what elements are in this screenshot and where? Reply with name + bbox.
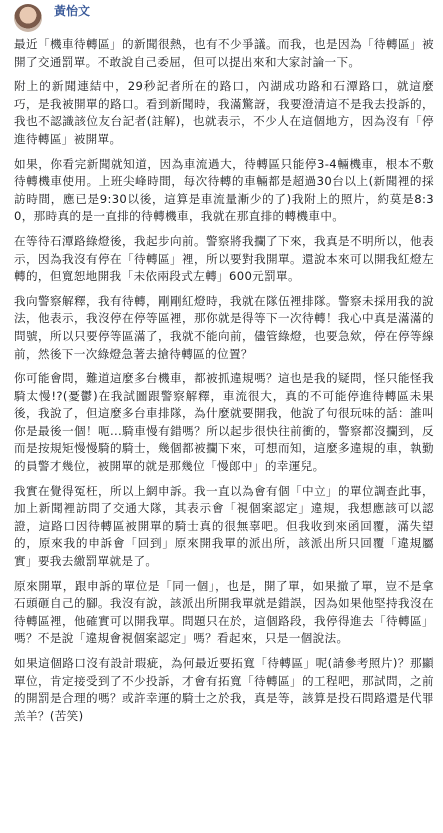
author-avatar[interactable] (14, 4, 42, 32)
post-body (0, 36, 443, 725)
post-paragraph-4: 在等待石潭路綠燈後，我起步向前。警察將我攔了下來，我真是不明所以，他表示，因為我沒有停在「待轉區」裡，所以要對我開單。還說本來可以開我紅燈左轉的，但寬恕地開我「未依兩段式左轉」600元罰單。 (14, 233, 434, 284)
post-paragraph-1: 最近「機車待轉區」的新聞很熱，也有不少爭議。而我，也是因為「待轉區」被開了交通罰單。不敢說自己委屈，但可以提出來和大家討論一下。 (14, 37, 434, 69)
post-paragraph-7: 我實在覺得冤枉，所以上網申訴。我一直以為會有個「中立」的單位調查此事，加上新聞裡訪問了交通大隊，其表示會「視個案認定」違規，我想應該可以認證，這路口因待轉區被開單的騎士真的很無辜吧。但我收到來函回覆，滿失望的，原來我的申訴會「回到」原來開我單的派出所，該派出所只回覆「違規屬實」要我去繳罰單就是了。 (14, 483, 434, 569)
post-header (0, 0, 443, 36)
post-paragraph-6: 你可能會問，難道這麼多台機車，都被抓違規嗎？這也是我的疑問，怪只能怪我騎太慢!?(憂鬱)在我試圖跟警察解釋，車流很大，真的不可能停進待轉區未果後，我說了，但這麼多台車排隊，為什麼就要開我，他說了句很玩味的話：誰叫你是最後一個！呃...騎車慢有錯嗎？所以起步很快往前衝的，警察都沒攔到，反而是按規矩慢慢騎的騎士，幾個都被攔下來，可想而知，這麼多違規的車，執勤的員警才幾位，被開單的就是那幾位「慢郎中」的幸運兒。 (14, 371, 434, 474)
post-paragraph-5: 我向警察解釋，我有待轉，剛剛紅燈時，我就在隊伍裡排隊。警察未採用我的說法，他表示，我沒停在停等區裡，那你就是得等下一次待轉！我心中真是滿滿的問號，所以只要停等區滿了，我就不能向前，儘管綠燈，也要急欸，停在停等線前，然後下一次綠燈急著去搶待轉區的位置？ (14, 293, 434, 361)
post-paragraph-8: 原來開單，跟申訴的單位是「同一個」，也是，開了單，如果撤了單，豈不是拿石頭砸自己的腳。我沒有說，該派出所開我單就是錯誤，因為如果他堅持我沒在待轉區裡，他確實可以開我單。問題只在於，這個路段，我停得進去「待轉區」嗎？不是說「違規會視個案認定」嗎？看起來，只是一個說法。 (14, 578, 434, 646)
post-paragraph-3: 如果，你看完新聞就知道，因為車流過大，待轉區只能停3-4輛機車，根本不敷待轉機車使用。上班尖峰時間，每次待轉的車輛都是超過30台以上(新聞裡的採訪時間，應已是9:30以後，這算是車流量漸少的了)我附上的照片，約莫是8:30，那時真的是一直排的待轉機車，我就在那直排的轉機車中。 (14, 156, 434, 224)
post-paragraph-9: 如果這個路口沒有設計瑕疵，為何最近要拓寬「待轉區」呢(請參考照片)？那顯單位，肯定接受到了不少投訴，才會有拓寬「待轉區」的工程吧，那試問，之前的開罰是合理的嗎？或許幸運的騎士之於我，真是等，該算是投石問路還是代罪羔羊？(苦笑) (14, 656, 434, 723)
author-name[interactable]: 黃怡文 (54, 4, 91, 18)
post-paragraph-2: 附上的新聞連結中，29秒記者所在的路口，內湖成功路和石潭路口，就這麼巧，是我被開單的路口。看到新聞時，我滿驚訝，我要澄清這不是我去投訴的，我也不認識該位友台記者(註解)，也就表示，不少人在這個地方，因為沒有「停進待轉區」被開單。 (14, 79, 434, 146)
